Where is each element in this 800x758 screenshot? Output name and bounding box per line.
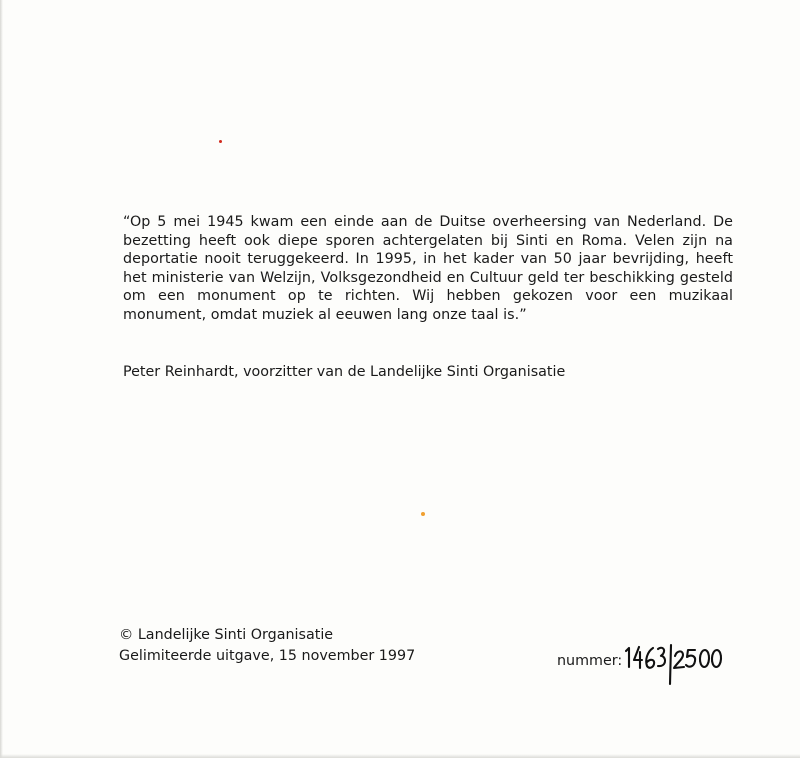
page-edge-left — [0, 0, 3, 758]
edition-line: Gelimiteerde uitgave, 15 november 1997 — [119, 647, 416, 664]
handwritten-edition-number — [625, 640, 785, 686]
colophon — [119, 625, 415, 666]
copyright-line: © Landelijke Sinti Organisatie — [119, 627, 334, 643]
orange-speck — [421, 512, 425, 516]
number-label: nummer: — [557, 653, 623, 669]
quote-attribution: Peter Reinhardt, voorzitter van de Landelijke Sinti Organisatie — [123, 364, 566, 380]
red-speck — [219, 140, 222, 143]
page-edge-bottom — [0, 754, 800, 758]
quote-paragraph: “Op 5 mei 1945 kwam een einde aan de Duitse overheersing van Nederland. De bezetting heeft ook diepe sporen achtergelaten bij Sinti en Roma. Velen zijn na deportatie nooit teruggekeerd. In 1995, in het kader van 50 jaar bevrijding, heeft het ministerie van Welzijn, Volksgezondheid en Cultuur geld ter beschikking gesteld om een monument op te richten. Wij hebben gekozen voor een muzikaal monument, omdat muziek al eeuwen lang onze taal is.” — [123, 214, 733, 323]
